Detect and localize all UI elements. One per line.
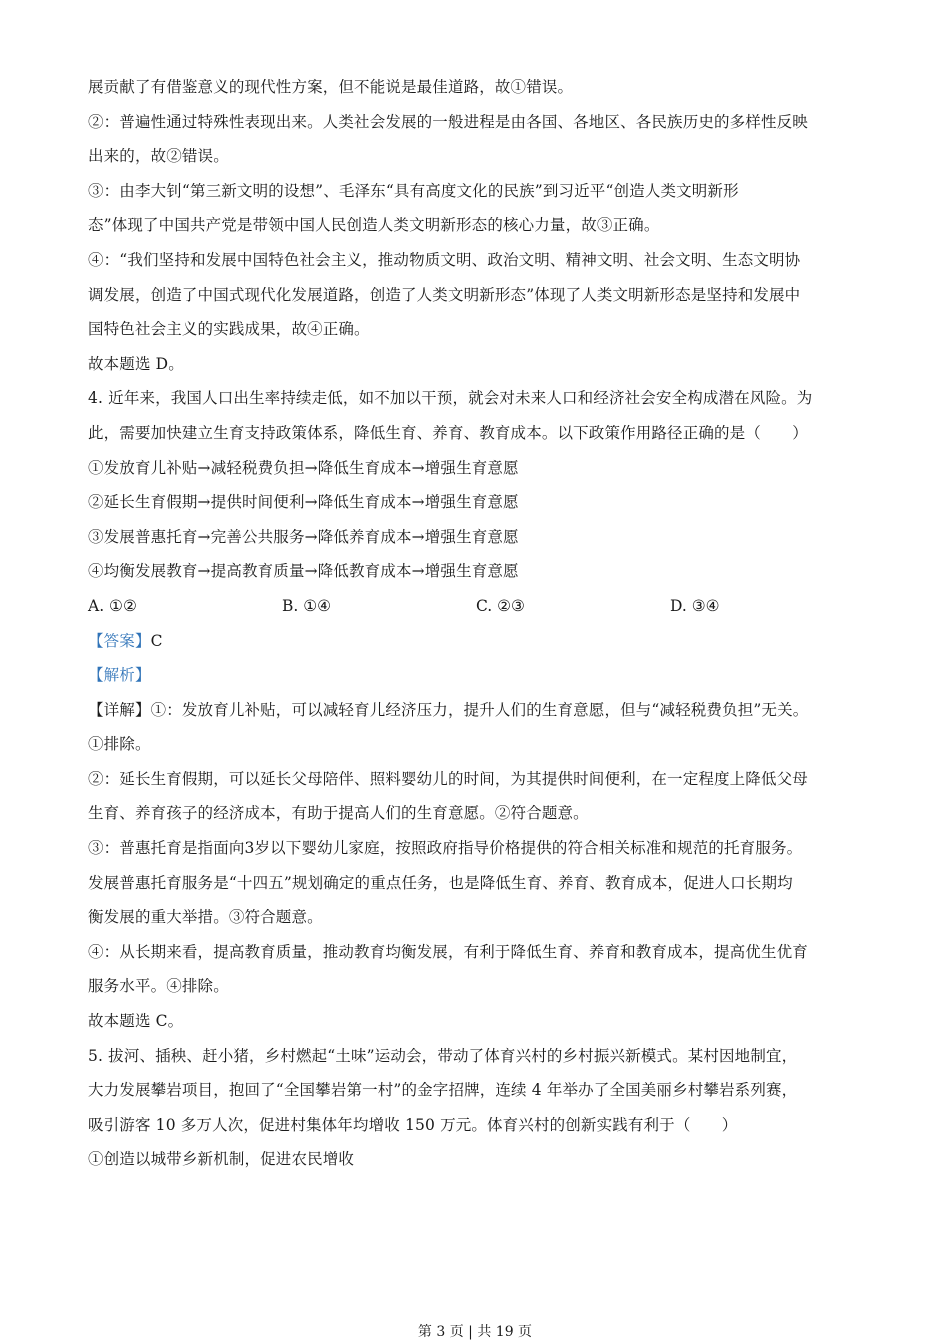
answer-value: C [150,631,163,650]
question-4-item: ③发展普惠托育→完善公共服务→降低养育成本→增强生育意愿 [88,527,519,546]
option-d: D. ③④ [670,596,720,615]
question-4-item: ④均衡发展教育→提高教育质量→降低教育成本→增强生育意愿 [88,562,519,581]
option-b: B. ①④ [282,596,332,615]
text-line: ④：“我们坚持和发展中国特色社会主义，推动物质文明、政治文明、精神文明、社会文明、生态文明协 [88,250,801,269]
text-line: 服务水平。④排除。 [88,977,229,996]
question-4-item: ②延长生育假期→提供时间便利→降低生育成本→增强生育意愿 [88,493,519,512]
question-4-item: ①发放育儿补贴→减轻税费负担→降低生育成本→增强生育意愿 [88,458,519,477]
option-c: C. ②③ [476,596,525,615]
document-page [88,70,868,1177]
question-5-stem: 大力发展攀岩项目，抱回了“全国攀岩第一村”的金字招牌，连续 4 年举办了全国美丽乡村攀岩系列赛， [88,1081,798,1100]
text-line: 生育、养育孩子的经济成本，有助于提高人们的生育意愿。②符合题意。 [88,804,589,823]
question-5-stem: 吸引游客 10 多万人次，促进村集体年均增收 150 万元。体育兴村的创新实践有利于（ ） [88,1115,738,1134]
answer-options [88,589,868,624]
option-a: A. ①② [88,596,137,615]
conclusion-line: 故本题选 D。 [88,354,184,373]
conclusion-line: 故本题选 C。 [88,1012,184,1031]
text-line: 出来的，故②错误。 [88,147,229,166]
question-5-item: ①创造以城带乡新机制，促进农民增收 [88,1150,355,1169]
text-line: ③：由李大钊“第三新文明的设想”、毛泽东“具有高度文化的民族”到习近平“创造人类文明新形 [88,181,739,200]
text-line: ①排除。 [88,735,151,754]
question-4-stem: 此，需要加快建立生育支持政策体系，降低生育、养育、教育成本。以下政策作用路径正确的是（ ） [88,423,808,442]
question-4-stem: 4. 近年来，我国人口出生率持续走低，如不加以干预，就会对未来人口和经济社会安全构成潜在风险。为 [88,389,813,408]
text-line: 国特色社会主义的实践成果，故④正确。 [88,320,370,339]
answer-label: 【答案】 [88,631,151,650]
analysis-label: 【解析】 [88,666,151,685]
text-line: ③：普惠托育是指面向3岁以下婴幼儿家庭，按照政府指导价格提供的符合相关标准和规范的托育服务。 [88,839,803,858]
text-line: ②：延长生育假期，可以延长父母陪伴、照料婴幼儿的时间，为其提供时间便利，在一定程度上降低父母 [88,769,808,788]
text-line: 发展普惠托育服务是“十四五”规划确定的重点任务，也是降低生育、养育、教育成本，促进人口长期均 [88,873,793,892]
detail-text: ①：发放育儿补贴，可以减轻育儿经济压力，提升人们的生育意愿，但与“减轻税费负担”无关。 [150,700,809,719]
question-5-stem: 5. 拔河、插秧、赶小猪，乡村燃起“土味”运动会，带动了体育兴村的乡村振兴新模式。某村因地制宜， [88,1046,798,1065]
text-line: ②：普遍性通过特殊性表现出来。人类社会发展的一般进程是由各国、各地区、各民族历史的多样性反映 [88,112,808,131]
analysis-line [88,658,868,693]
text-line: 调发展，创造了中国式现代化发展道路，创造了人类文明新形态”体现了人类文明新形态是坚持和发展中 [88,285,801,304]
text-line: ④：从长期来看，提高教育质量，推动教育均衡发展，有利于降低生育、养育和教育成本，提高优生优育 [88,942,808,961]
text-line: 衡发展的重大举措。③符合题意。 [88,908,323,927]
text-line: 展贡献了有借鉴意义的现代性方案，但不能说是最佳道路，故①错误。 [88,78,574,96]
detail-label: 【详解】 [88,700,151,719]
text-line: 态”体现了中国共产党是带领中国人民创造人类文明新形态的核心力量，故③正确。 [88,216,660,235]
detail-line [88,693,868,728]
page-footer: 第 3 页 | 共 19 页 [417,1324,533,1340]
answer-line [88,624,868,659]
